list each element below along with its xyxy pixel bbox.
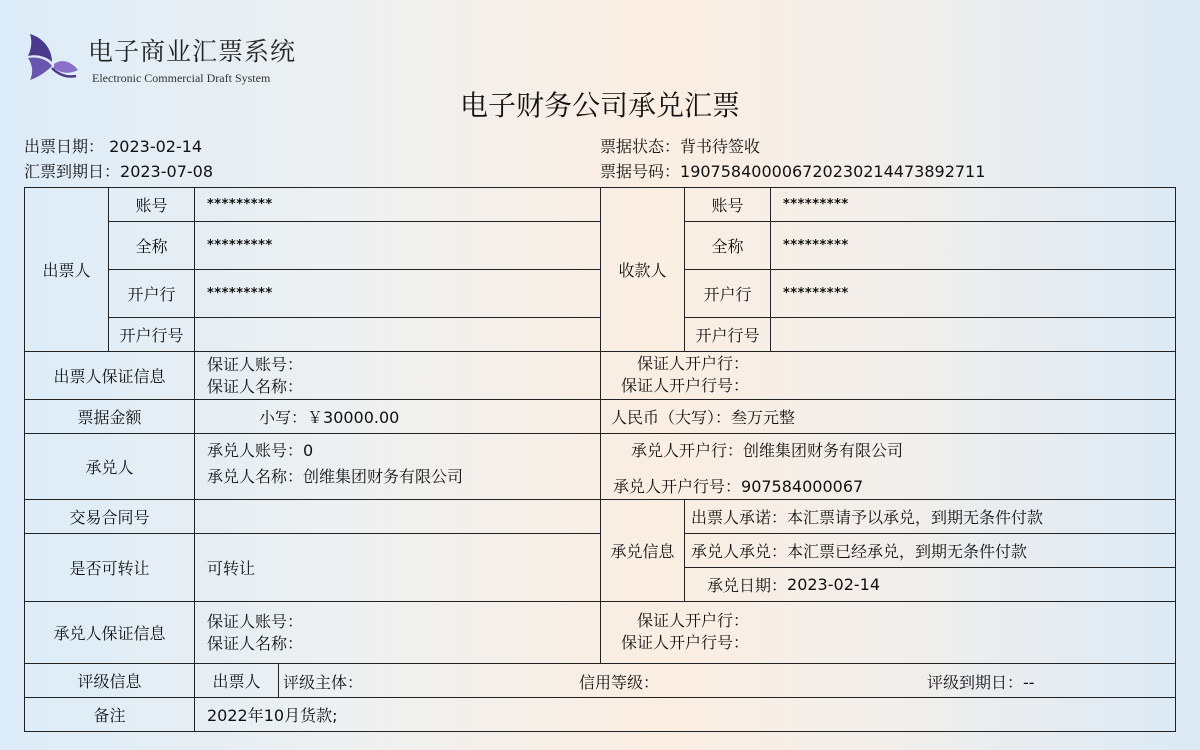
drawer-account-label: 账号 bbox=[109, 188, 195, 222]
acceptor-account-value: 0 bbox=[303, 441, 314, 460]
amount-small-value: ￥30000.00 bbox=[307, 408, 400, 427]
acceptor-account-label: 承兑人账号： bbox=[207, 441, 304, 460]
amount-big bbox=[601, 400, 1175, 434]
acceptor-bank-label: 承兑人开户行： bbox=[631, 441, 744, 460]
logo-english-text: Electronic Commercial Draft System bbox=[92, 71, 271, 85]
acceptor-bank-no-value: 907584000067 bbox=[741, 477, 864, 496]
butterfly-logo-icon bbox=[22, 28, 82, 88]
acceptor-bank-value: 创维集团财务有限公司 bbox=[743, 441, 904, 460]
issue-date-label: 出票日期： bbox=[24, 137, 105, 156]
acceptor-name bbox=[207, 464, 463, 487]
acceptor-name-value: 创维集团财务有限公司 bbox=[303, 467, 464, 486]
drawer-account-value: ********* bbox=[195, 188, 601, 222]
payee-name-label: 全称 bbox=[685, 222, 771, 270]
payee-name-value: ********* bbox=[771, 222, 1175, 270]
acceptor-account bbox=[207, 438, 313, 461]
page-title: 电子财务公司承兑汇票 bbox=[459, 89, 740, 122]
drawer-promise-value: 本汇票请予以承兑，到期无条件付款 bbox=[787, 508, 1044, 527]
due-date-value: 2023-07-08 bbox=[120, 162, 213, 181]
rating-expiry-label: 评级到期日： bbox=[927, 673, 1024, 692]
system-logo bbox=[22, 28, 312, 88]
acceptance-info-label: 承兑信息 bbox=[601, 500, 685, 602]
drawer-guarantee-label: 出票人保证信息 bbox=[25, 352, 195, 400]
amount-big-value: 叁万元整 bbox=[731, 408, 796, 427]
transfer-label: 是否可转让 bbox=[25, 534, 195, 602]
drawer-guarantor-bank-no-label: 保证人开户行号： bbox=[620, 376, 749, 395]
amount-big-label: 人民币（大写）： bbox=[611, 408, 732, 427]
drawer-guarantor-name-label: 保证人名称： bbox=[207, 376, 304, 396]
drawer-name-value: ********* bbox=[195, 222, 601, 270]
transfer-value: 可转让 bbox=[195, 534, 601, 602]
drawer-bank-no-label: 开户行号 bbox=[109, 318, 195, 352]
acceptance-date bbox=[685, 568, 1175, 602]
acceptor-right bbox=[601, 434, 1175, 500]
drawer-name-label: 全称 bbox=[109, 222, 195, 270]
contract-label: 交易合同号 bbox=[25, 500, 195, 534]
rating-expiry bbox=[927, 670, 1035, 693]
draft-status bbox=[600, 134, 760, 157]
drawer-promise-label: 出票人承诺： bbox=[691, 508, 788, 527]
drawer-promise bbox=[685, 500, 1175, 534]
payee-bank-no-label: 开户行号 bbox=[685, 318, 771, 352]
acceptor-guarantor-bank-label: 保证人开户行： bbox=[636, 611, 749, 630]
acceptor-promise bbox=[685, 534, 1175, 568]
drawer-guarantor-bank-label: 保证人开户行： bbox=[636, 354, 749, 373]
contract-value bbox=[195, 500, 601, 534]
payee-section-label: 收款人 bbox=[601, 188, 685, 352]
acceptor-guarantor-name-label: 保证人名称： bbox=[207, 633, 304, 653]
acceptor-promise-label: 承兑人承兑： bbox=[691, 542, 788, 561]
drawer-bank-no-value bbox=[195, 318, 601, 352]
acceptor-bank bbox=[631, 438, 903, 461]
acceptor-guarantor-bank-no-label: 保证人开户行号： bbox=[620, 633, 749, 652]
acceptor-bank-no bbox=[613, 474, 863, 497]
acceptor-label: 承兑人 bbox=[25, 434, 195, 500]
status-label: 票据状态： bbox=[600, 137, 681, 156]
payee-bank-no-value bbox=[771, 318, 1175, 352]
rating-grade-label: 信用等级： bbox=[579, 673, 660, 692]
drawer-guarantor-account-label: 保证人账号： bbox=[207, 354, 304, 374]
remarks-value: 2022年10月货款; bbox=[207, 706, 338, 725]
acceptor-guarantor-account-label: 保证人账号： bbox=[207, 611, 304, 631]
payee-bank-value: ********* bbox=[771, 270, 1175, 318]
due-date-label: 汇票到期日： bbox=[24, 162, 121, 181]
drawer-section-label: 出票人 bbox=[25, 188, 109, 352]
payee-account-value: ********* bbox=[771, 188, 1175, 222]
rating-label: 评级信息 bbox=[25, 664, 195, 698]
drawer-guarantee-right bbox=[601, 352, 1175, 400]
amount-label: 票据金额 bbox=[25, 400, 195, 434]
amount-small-label: 小写： bbox=[259, 408, 308, 427]
acceptor-guarantee-right bbox=[601, 602, 1175, 664]
logo-chinese-text: 电子商业汇票系统 bbox=[88, 37, 297, 66]
acceptor-bank-no-label: 承兑人开户行号： bbox=[613, 477, 742, 496]
drawer-guarantee-left bbox=[195, 352, 601, 400]
rating-party: 出票人 bbox=[195, 664, 279, 698]
issue-date-value: 2023-02-14 bbox=[109, 137, 203, 156]
draft-table bbox=[24, 187, 1176, 732]
issue-date bbox=[24, 134, 202, 157]
acceptance-date-label: 承兑日期： bbox=[707, 576, 788, 595]
draft-number bbox=[600, 159, 985, 182]
status-value: 背书待签收 bbox=[680, 137, 761, 156]
number-label: 票据号码： bbox=[600, 162, 681, 181]
payee-account-label: 账号 bbox=[685, 188, 771, 222]
acceptance-date-value: 2023-02-14 bbox=[787, 575, 880, 594]
amount-small bbox=[195, 400, 601, 434]
drawer-bank-label: 开户行 bbox=[109, 270, 195, 318]
rating-details bbox=[279, 664, 1175, 698]
rating-expiry-value: -- bbox=[1023, 673, 1035, 692]
acceptor-guarantee-label: 承兑人保证信息 bbox=[25, 602, 195, 664]
rating-subject-label: 评级主体： bbox=[283, 673, 364, 692]
due-date bbox=[24, 159, 213, 182]
acceptor-name-label: 承兑人名称： bbox=[207, 467, 304, 486]
drawer-bank-value: ********* bbox=[195, 270, 601, 318]
number-value: 190758400006720230214473892711 bbox=[680, 162, 986, 181]
payee-bank-label: 开户行 bbox=[685, 270, 771, 318]
acceptor-guarantee-left bbox=[195, 602, 601, 664]
acceptor-left bbox=[195, 434, 601, 500]
remarks-label: 备注 bbox=[25, 698, 195, 731]
acceptor-promise-value: 本汇票已经承兑，到期无条件付款 bbox=[787, 542, 1028, 561]
